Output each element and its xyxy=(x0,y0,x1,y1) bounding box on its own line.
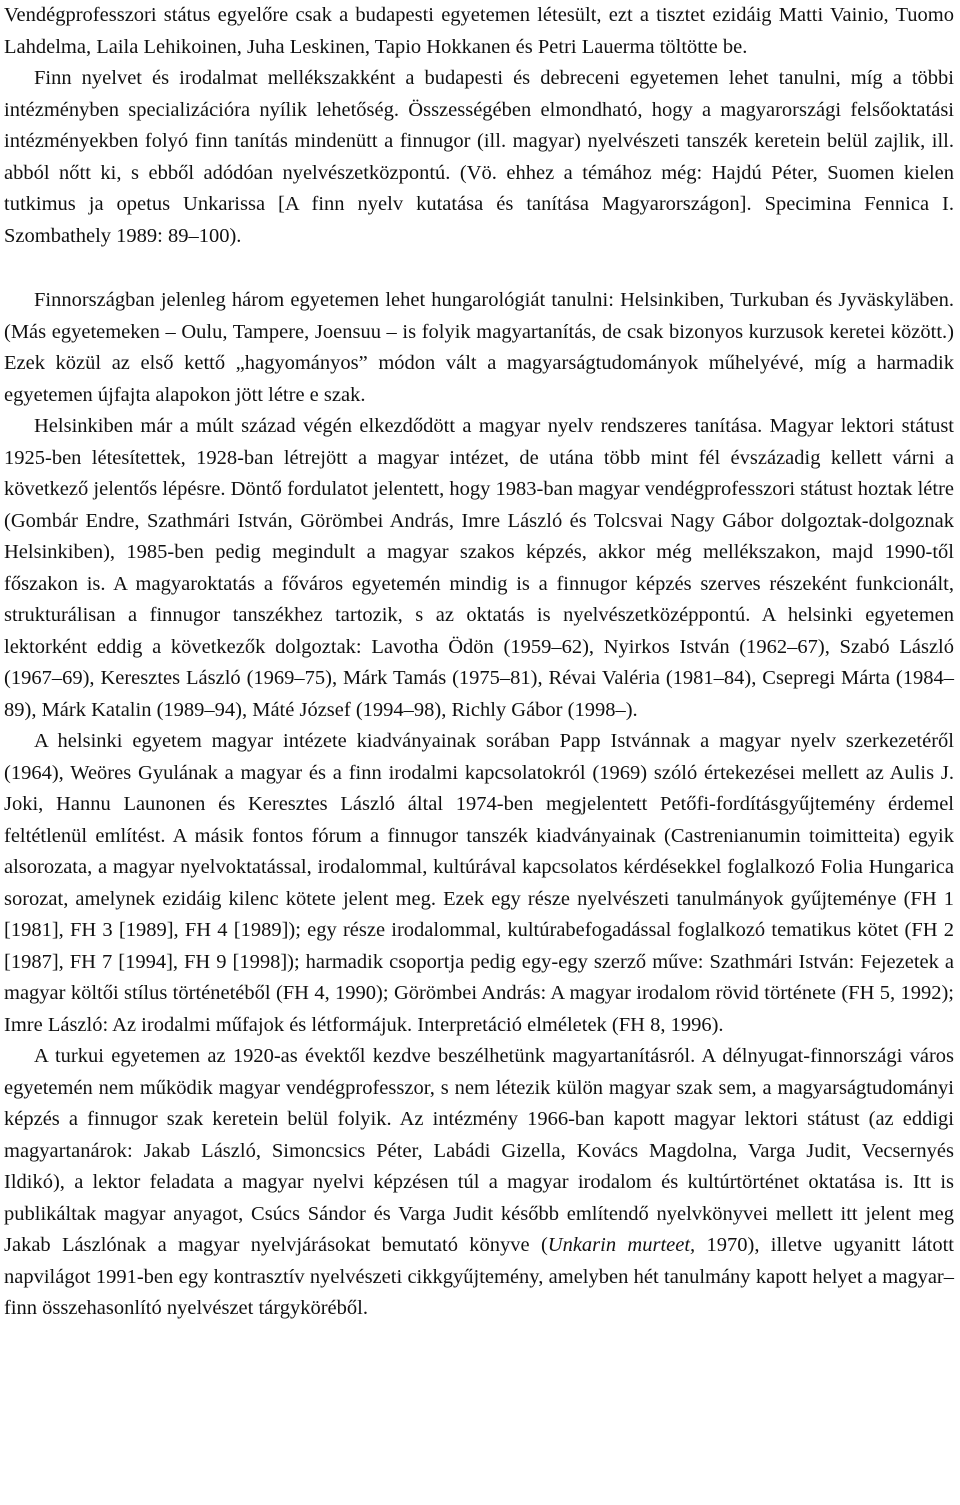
paragraph-turku xyxy=(4,1041,954,1325)
book-title-italic: Unkarin murteet, xyxy=(547,1234,696,1256)
document-page xyxy=(4,0,954,1325)
paragraph-hungarology-finland: Finnországban jelenleg három egyetemen lehet hungarológiát tanulni: Helsinkiben, Turkuban és Jyväskyläben. (Más egyetemeken – Oulu, Tampere, Joensuu – is folyik magyartanítás, de csak bizonyos kurzusok keretei között.) Ezek közül az első kettő „hagyományos” módon vált a magyarságtudományok műhelyévé, míg a harmadik egyetemen újfajta alapokon jött létre e szak. xyxy=(4,289,954,406)
paragraph-helsinki-publications: A helsinki egyetem magyar intézete kiadványainak sorában Papp Istvánnak a magyar nyelv szerkezetéről (1964), Weöres Gyulának a magyar és a finn irodalmi kapcsolatokról (1969) szóló értekezései mellett az Aulis J. Joki, Hannu Launonen és Keresztes László által 1974-ben megjelentett Petőfi-fordításgyűjtemény érdemel feltétlenül említést. A másik fontos fórum a finnugor tanszék kiadványainak (Castrenianumin toimitteita) egyik alsorozata, a magyar nyelvoktatással, irodalommal, kultúrával kapcsolatos kérdésekkel foglalkozó Folia Hungarica sorozat, amelynek ezidáig kilenc kötete jelent meg. Ezek egy része nyelvészeti tanulmányok gyűjteménye (FH 1 [1981], FH 3 [1989], FH 4 [1989]); egy része irodalommal, kultúrabefogadással foglalkozó tematikus kötet (FH 2 [1987], FH 7 [1994], FH 9 [1998]); harmadik csoportja pedig egy-egy szerző műve: Szathmári István: Fejezetek a magyar költői stílus történetéből (FH 4, 1990); Görömbei András: A magyar irodalom rövid története (FH 5, 1992); Imre László: Az irodalmi műfajok és létformájuk. Interpretáció elméletek (FH 8, 1996). xyxy=(4,730,954,1036)
paragraph-gap xyxy=(4,252,954,285)
paragraph-finnish-studies-hungary: Finn nyelvet és irodalmat mellékszakként a budapesti és debreceni egyetemen lehet tanulni, míg a többi intézményben specializációra nyílik lehetőség. Összességében elmondható, hogy a magyarországi felsőoktatási intézményekben folyó finn tanítás mindenütt a finnugor (ill. magyar) nyelvészeti tanszék keretein belül zajlik, ill. abból nőtt ki, s ebből adódóan nyelvészetközpontú. (Vö. ehhez a témához még: Hajdú Péter, Suomen kielen tutkimus ja opetus Unkarissa [A finn nyelv kutatása és tanítása Magyarországon]. Specimina Fennica I. Szombathely 1989: 89–100). xyxy=(4,67,954,247)
paragraph-turku-text-after: 1970), illetve ugyanitt látott napvilágot 1991-ben egy kontrasztív nyelvészeti cikkgyűjtemény, amelyben hét tanulmány kapott helyet a magyar–finn összehasonlító nyelvészet tárgyköréből. xyxy=(4,1234,954,1319)
paragraph-helsinki: Helsinkiben már a múlt század végén elkezdődött a magyar nyelv rendszeres tanítása. Magyar lektori státust 1925-ben létesítettek, 1928-ban létrejött a magyar intézet, de utána több mint fél évszázadig kellett várni a következő jelentős lépésre. Döntő fordulatot jelentett, hogy 1983-ban magyar vendégprofesszori státust hoztak létre (Gombár Endre, Szathmári István, Görömbei András, Imre László és Tolcsvai Nagy Gábor dolgoztak-dolgoznak Helsinkiben), 1985-ben pedig megindult a magyar szakos képzés, akkor még mellékszakon, majd 1990-től főszakon is. A magyaroktatás a főváros egyetemén mindig is a finnugor képzés szerves részeként funkcionált, strukturálisan a finnugor tanszékhez tartozik, s az oktatás is nyelvészetközéppontú. A helsinki egyetemen lektorként eddig a következők dolgoztak: Lavotha Ödön (1959–62), Nyirkos István (1962–67), Szabó László (1967–69), Keresztes László (1969–75), Márk Tamás (1975–81), Révai Valéria (1981–84), Csepregi Márta (1984–89), Márk Katalin (1989–94), Máté József (1994–98), Richly Gábor (1998–). xyxy=(4,415,954,721)
paragraph-turku-text-before: A turkui egyetemen az 1920-as évektől kezdve beszélhetünk magyartanításról. A délnyugat-finnországi város egyetemén nem működik magyar vendégprofesszor, s nem létezik külön magyar szak sem, a magyarságtudományi képzés a finnugor szak keretein belül folyik. Az intézmény 1966-ban kapott magyar lektori státust (az eddigi magyartanárok: Jakab László, Simoncsics Péter, Labádi Gizella, Kovács Magdolna, Varga Judit, Vecsernyés Ildikó), a lektor feladata a magyar nyelvi képzésen túl a magyar irodalom és kultúrtörténet oktatása is. Itt is publikáltak magyar anyagot, Csúcs Sándor és Varga Judit később említendő nyelvkönyvei mellett itt jelent meg Jakab Lászlónak a magyar nyelvjárásokat bemutató könyve ( xyxy=(4,1045,954,1256)
paragraph-professorship: Vendégprofesszori státus egyelőre csak a budapesti egyetemen létesült, ezt a tisztet ezidáig Matti Vainio, Tuomo Lahdelma, Laila Lehikoinen, Juha Leskinen, Tapio Hokkanen és Petri Lauerma töltötte be. xyxy=(4,4,954,58)
